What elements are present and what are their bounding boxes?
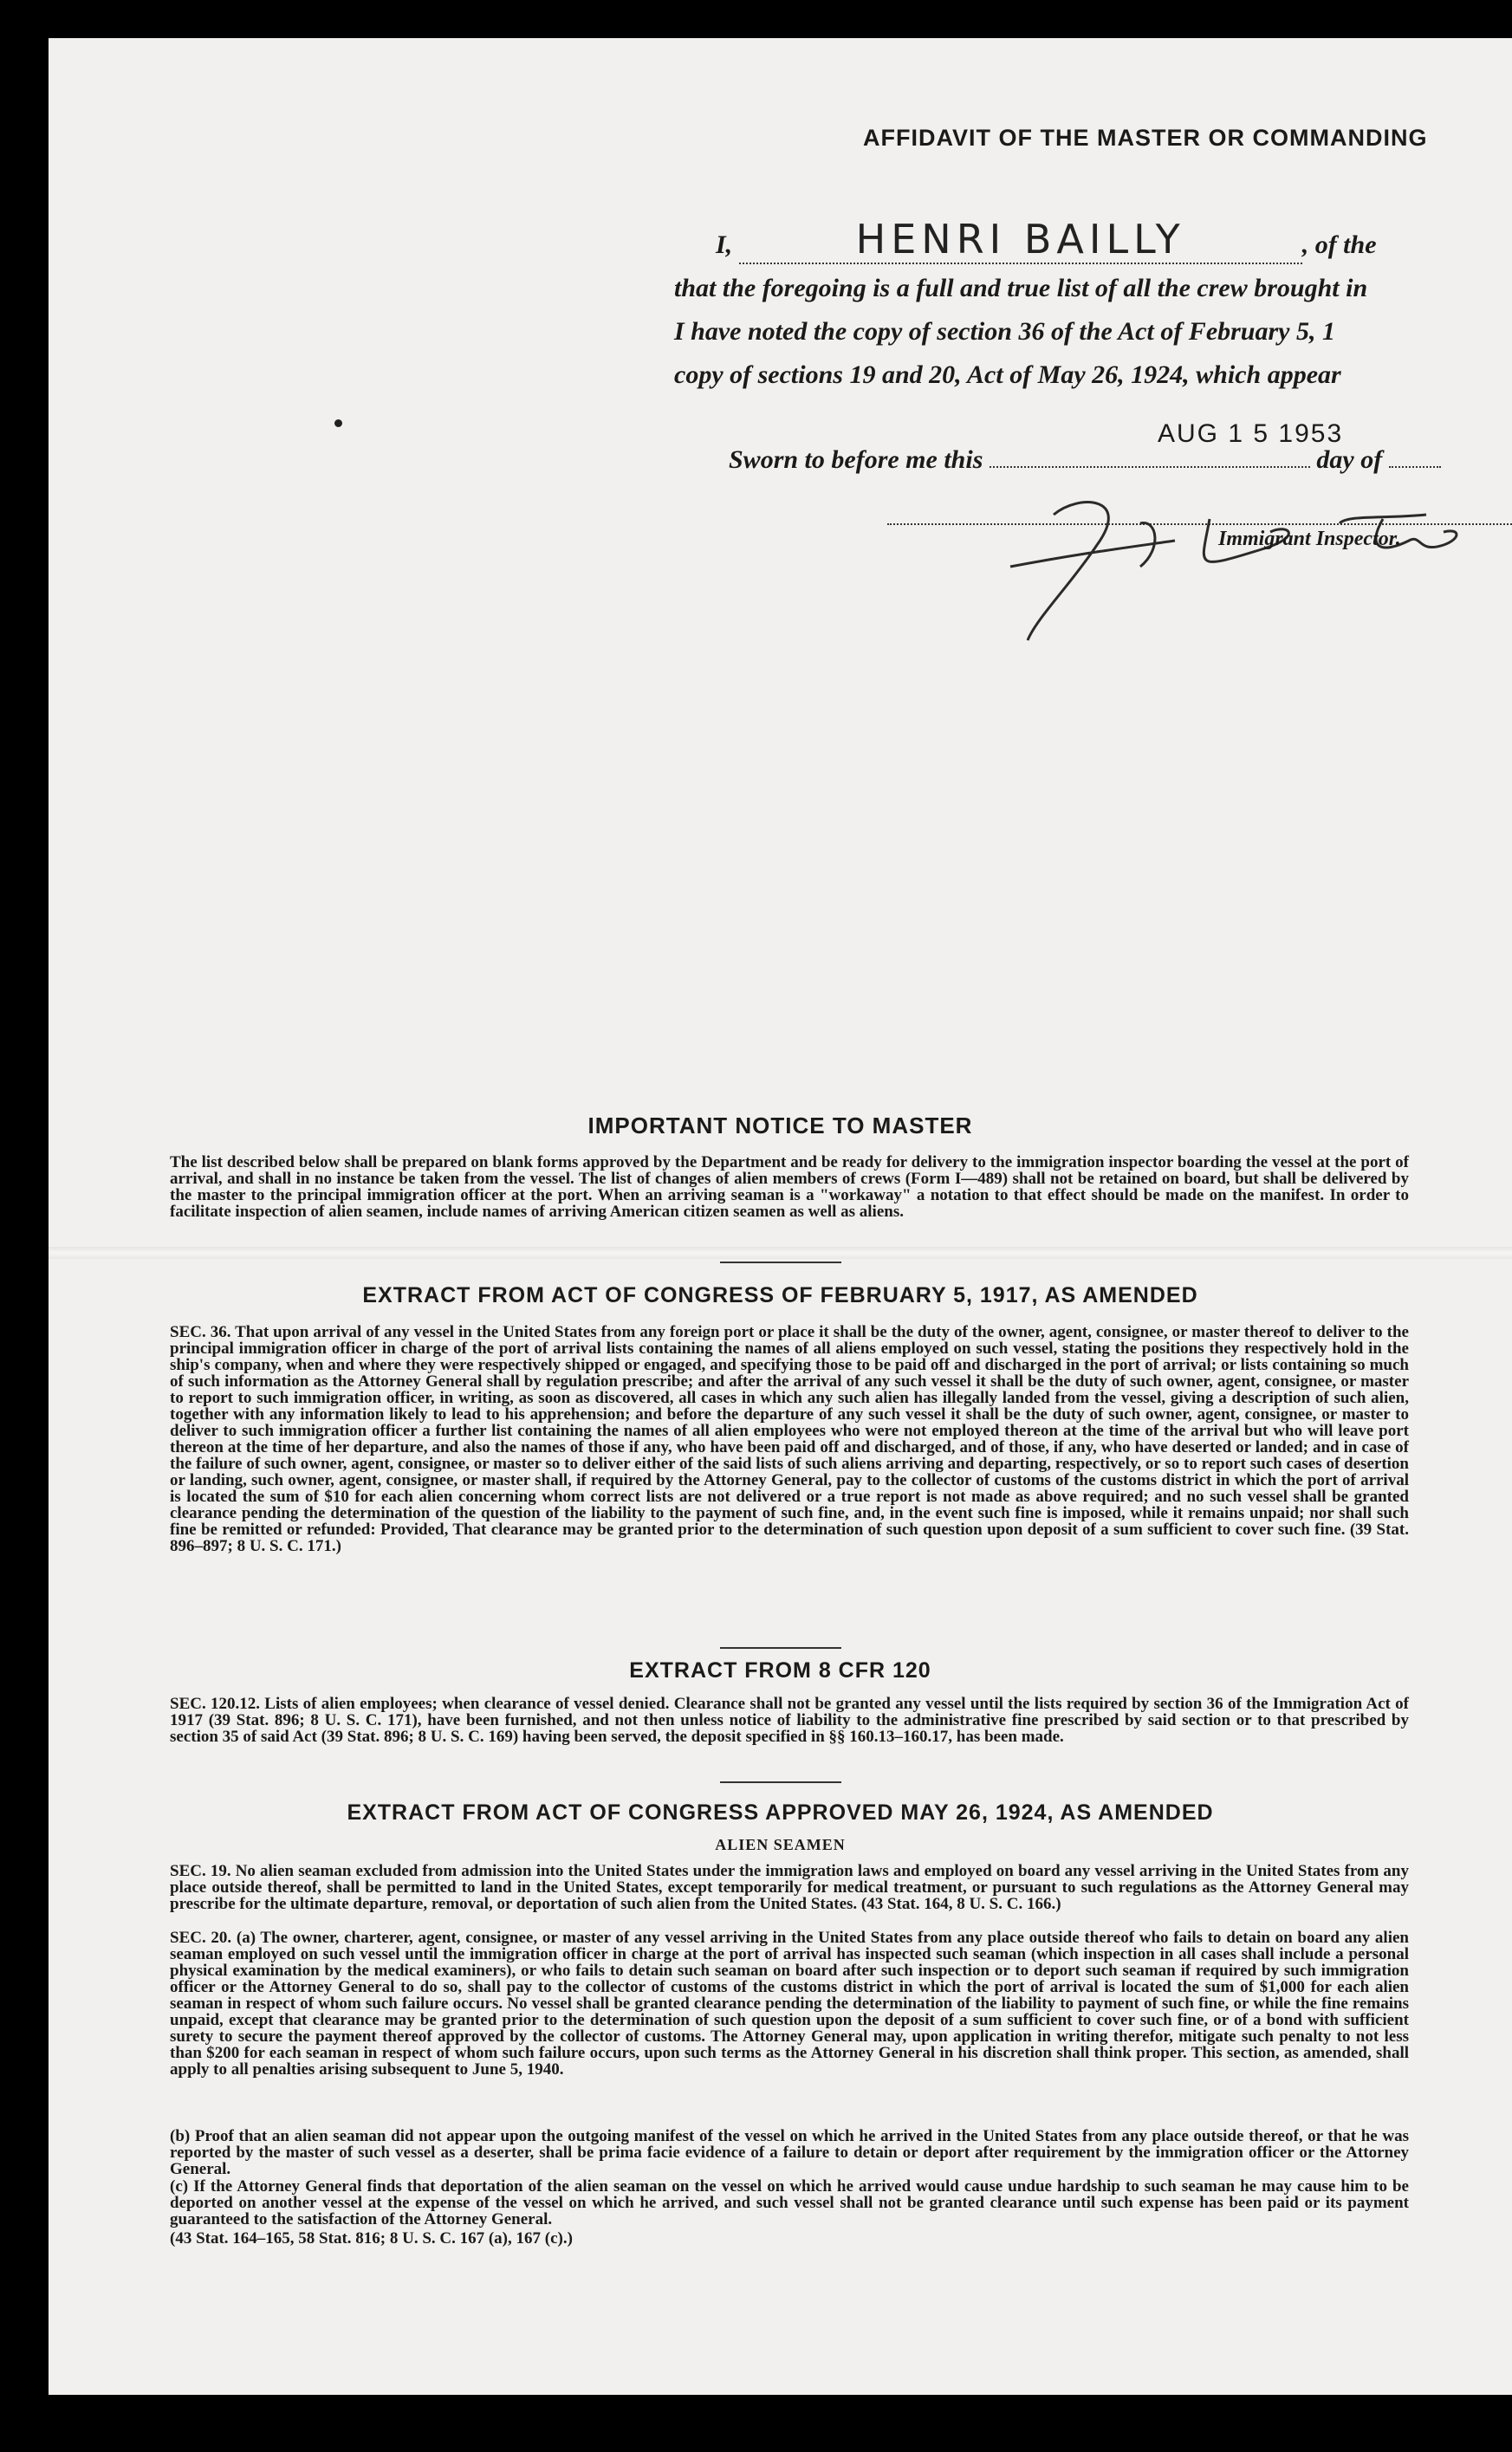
- sec-19-body: SEC. 19. No alien seaman excluded from admission into the United States under the immigration laws and employed on board any vessel arriving in the United States from any place outside thereof, shall be permitted to land in the United States, except temporarily for medical treatment, or pursuant to such regulations as the Attorney General may prescribe for the ultimate departure, removal, or deportation of such alien from the United States. (43 Stat. 164, 8 U. S. C. 166.): [170, 1862, 1409, 1913]
- affidavit-title: AFFIDAVIT OF THE MASTER OR COMMANDING: [863, 125, 1428, 151]
- sec-20a-body: SEC. 20. (a) The owner, charterer, agent, consignee, or master of any vessel arriving in the United States from any place outside thereof who fails to detain on board any alien seaman employed on such vessel until the immigration officer in charge at the port of arrival has inspected such seaman (which inspection in all cases shall include a personal physical examination by the medical examiners), or who fails to detain such seaman on board after such inspection or to deport such seaman if required by such immigration officer or the Attorney General to do so, shall pay to the collector of customs of the customs district in which the port of arrival is located the sum of $1,000 for each alien seaman in respect of whom such failure occurs. No vessel shall be granted clearance pending the determination of the liability to payment of such fine, or while the fine remains unpaid, except that clearance may be granted prior to the determination of such question upon the deposit of a sum sufficient to cover such fine, or of a bond with sufficient surety to secure the payment thereof approved by the collector of customs. The Attorney General may, upon application in writing therefor, mitigate such penalty to not less than $200 for each seaman in respect of whom such failure occurs, upon such terms as the Attorney General in his discretion shall think proper. This section, as amended, shall apply to all penalties arising subsequent to June 5, 1940.: [170, 1929, 1409, 2079]
- statement-line-2: I have noted the copy of section 36 of the Act of February 5, 1: [674, 317, 1335, 346]
- punch-mark: [334, 419, 342, 427]
- date-stamp: AUG 1 5 1953: [1158, 419, 1344, 448]
- inspector-label: Immigrant Inspector.: [1218, 528, 1401, 550]
- sec-20b-body: (b) Proof that an alien seaman did not appear upon the outgoing manifest of the vessel on which he arrived in the United States from any place outside thereof, or that he was reported by the master of such vessel as a deserter, shall be prima facie evidence of a failure to detain or deport after requirement by the immigration officer or the Attorney General.: [170, 2127, 1409, 2178]
- inspector-signature: [976, 471, 1512, 653]
- extract-1917-body: SEC. 36. That upon arrival of any vessel in the United States from any foreign port or place it shall be the duty of the owner, agent, consignee, or master thereof to deliver to the principal immigration officer in charge of the port of arrival lists containing the names of all aliens employed on such vessel, stating the positions they respectively hold in the ship's company, when and where they were respectively shipped or engaged, and specifying those to be paid off and discharged in the port of arrival; or lists containing so much of such information as the Attorney General shall by regulation prescribe; and after the arrival of any such vessel it shall be the duty of such owner, agent, consignee, or master to report to such immigration officer, in writing, as soon as discovered, all cases in which any such alien has illegally landed from the vessel, giving a description of such alien, together with any information likely to lead to his apprehension; and before the departure of any such vessel it shall be the duty of such owner, agent, consignee, or master to deliver to such immigration officer a further list containing the names of all alien employees who were not employed thereon at the time of the arrival but who will leave port thereon at the time of her departure, and also the names of those if any, who have been paid off and discharged, and of those, if any, who have deserted or landed; and in case of the failure of such owner, agent, consignee, or master so to deliver either of the said lists of such aliens arriving and departing, respectively, or so to report such cases of desertion or landing, such owner, agent, consignee, or master shall, if required by the Attorney General, pay to the collector of customs of the customs district in which the port of arrival is located the sum of $10 for each alien concerning whom correct lists are not delivered or a true report is not made as above required; and no such vessel shall be granted clearance pending the determination of the question of the liability to the payment of such fine, and, in the event such fine is imposed, while it remains unpaid; nor shall such fine be remitted or refunded: Provided, That clearance may be granted prior to the determination of such question upon deposit of a sum sufficient to cover such fine. (39 Stat. 896–897; 8 U. S. C. 171.): [170, 1323, 1409, 1555]
- section-divider: [720, 1262, 841, 1263]
- extract-cfr-body: SEC. 120.12. Lists of alien employees; when clearance of vessel denied. Clearance shall not be granted any vessel until the lists required by section 36 of the Immigration Act of 1917 (39 Stat. 896; 8 U. S. C. 171), have been furnished, and not then unless notice of liability to the administrative fine prescribed by said section or to that prescribed by section 35 of said Act (39 Stat. 896; 8 U. S. C. 169) having been served, the deposit specified in §§ 160.13–160.17, has been made.: [170, 1695, 1409, 1746]
- day-of-label: day of: [1316, 445, 1383, 474]
- statement-line-1: that the foregoing is a full and true list of all the crew brought in: [674, 274, 1368, 302]
- section-divider: [720, 1781, 841, 1783]
- sec-20c-body: (c) If the Attorney General finds that deportation of the alien seaman on the vessel on which he arrived would cause undue hardship to such seaman he may cause him to be deported on another vessel at the expense of the vessel on which he arrived, and such vessel shall not be granted clearance until such expense has been paid or its payment guaranteed to the satisfaction of the Attorney General.: [170, 2177, 1409, 2228]
- sworn-line: [729, 445, 1441, 475]
- sec-1924-citation: (43 Stat. 164–165, 58 Stat. 816; 8 U. S. C. 167 (a), 167 (c).): [170, 2229, 573, 2248]
- extract-1924-heading: EXTRACT FROM ACT OF CONGRESS APPROVED MAY 26, 1924, AS AMENDED: [347, 1800, 1214, 1825]
- statement-line-3: copy of sections 19 and 20, Act of May 26, 1924, which appear: [674, 360, 1341, 389]
- master-name-line: [716, 216, 1377, 264]
- i-label: I,: [716, 230, 733, 259]
- paper-fold: [49, 1247, 1512, 1259]
- sworn-label: Sworn to before me this: [729, 445, 983, 474]
- extract-1917-heading: EXTRACT FROM ACT OF CONGRESS OF FEBRUARY 5, 1917, AS AMENDED: [362, 1283, 1198, 1307]
- notice-heading: IMPORTANT NOTICE TO MASTER: [587, 1112, 973, 1138]
- of-the-label: , of the: [1301, 230, 1377, 259]
- handwritten-master-name: HENRI BAILLY: [855, 216, 1185, 263]
- extract-cfr-heading: EXTRACT FROM 8 CFR 120: [629, 1658, 931, 1683]
- section-divider: [720, 1647, 841, 1649]
- notice-body: The list described below shall be prepared on blank forms approved by the Department and be ready for delivery to the immigration inspector boarding the vessel at the port of arrival, and shall in no instance be taken from the vessel. The list of changes of alien members of crews (Form I—489) shall not be retained on board, but shall be delivered by the master to the principal immigration officer at the port. When an arriving seaman is a "workaway" a notation to that effect should be made on the manifest. In order to facilitate inspection of alien seamen, include names of arriving American citizen seamen as well as aliens.: [170, 1153, 1409, 1221]
- document-page: [49, 38, 1512, 2395]
- alien-seamen-subheading: ALIEN SEAMEN: [715, 1836, 846, 1853]
